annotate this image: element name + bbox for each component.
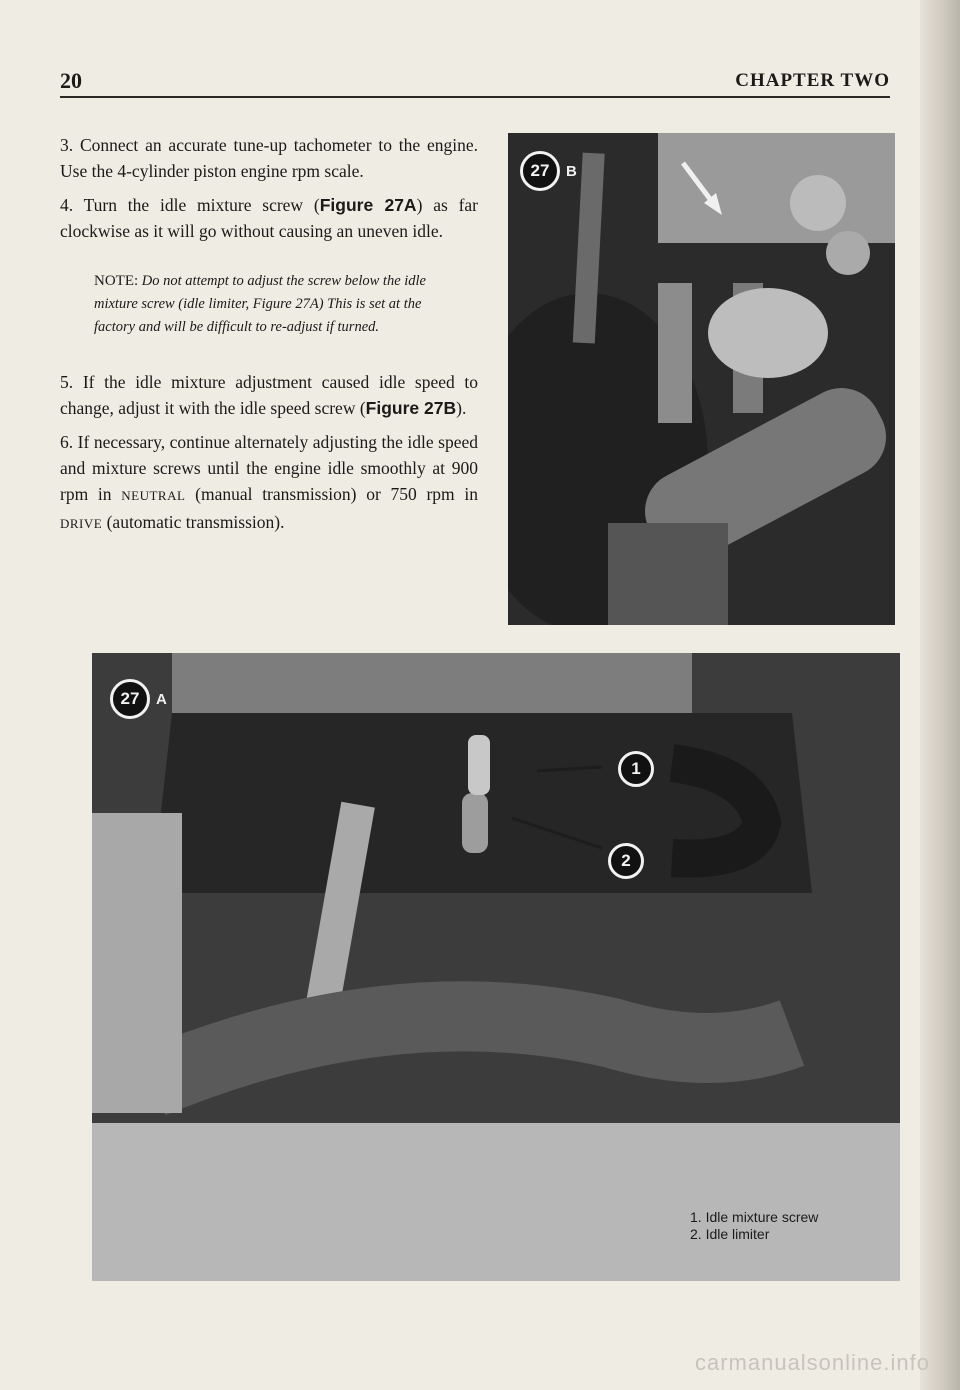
legend-item: 1. Idle mixture screw (690, 1209, 819, 1225)
watermark: carmanualsonline.info (694, 1350, 930, 1375)
drive-label: DRIVE (60, 516, 103, 531)
page-edge (920, 0, 960, 1390)
step-number: 4. (60, 195, 74, 215)
step-number: 5. (60, 372, 74, 392)
step-3 (60, 132, 478, 184)
chapter-title: CHAPTER TWO (735, 70, 890, 91)
step-text: (manual transmission) or 750 rpm in (185, 484, 478, 504)
step-text: If necessary, continue alternately adjusting the idle speed and mixture screws until the engine idle smoothly at 900 rpm in (60, 432, 478, 504)
figure-27b-photo (508, 133, 895, 625)
step-text: ). (456, 398, 467, 418)
figure-number: 27 (520, 151, 560, 191)
figure-27a-label (110, 679, 167, 719)
figure-27a-photo (92, 653, 900, 1281)
figure-27b-label (520, 151, 577, 191)
callout-2: 2 (608, 843, 644, 879)
callout-1: 1 (618, 751, 654, 787)
figure-letter: B (566, 162, 577, 180)
page-header (60, 68, 890, 98)
note-box (94, 270, 448, 339)
step-text: ) as far clockwise as it will go without causing an uneven idle. (60, 195, 479, 241)
note-text: Do not attempt to adjust the screw below the idle mixture screw (idle limiter, Figure 27A) This is set at the factory and will be difficult to re-adjust if turned. (94, 273, 426, 335)
step-text: If the idle mixture adjustment caused idle speed to change, adjust it with the idle speed screw ( (60, 372, 479, 418)
neutral-label: NEUTRAL (121, 488, 186, 503)
step-6 (60, 429, 478, 537)
step-5 (60, 369, 478, 421)
engine-photo-illustration (92, 653, 900, 1281)
text-column (60, 132, 478, 545)
figure-reference: Figure 27A (319, 195, 417, 215)
figure-number: 27 (110, 679, 150, 719)
step-text: (automatic transmission). (102, 512, 285, 532)
legend-item: 2. Idle limiter (690, 1226, 770, 1242)
engine-photo-illustration (508, 133, 895, 625)
figure-reference: Figure 27B (365, 398, 457, 418)
step-text: Connect an accurate tune-up tachometer to the engine. Use the 4-cylinder piston engine rpm scale. (60, 135, 478, 181)
page-number: 20 (60, 68, 82, 93)
step-number: 6. (60, 432, 74, 452)
figure-letter: A (156, 690, 167, 708)
step-4 (60, 192, 478, 244)
figure-legend (690, 1209, 818, 1243)
step-number: 3. (60, 135, 74, 155)
note-label: NOTE: (94, 273, 139, 289)
step-text: Turn the idle mixture screw ( (83, 195, 320, 215)
